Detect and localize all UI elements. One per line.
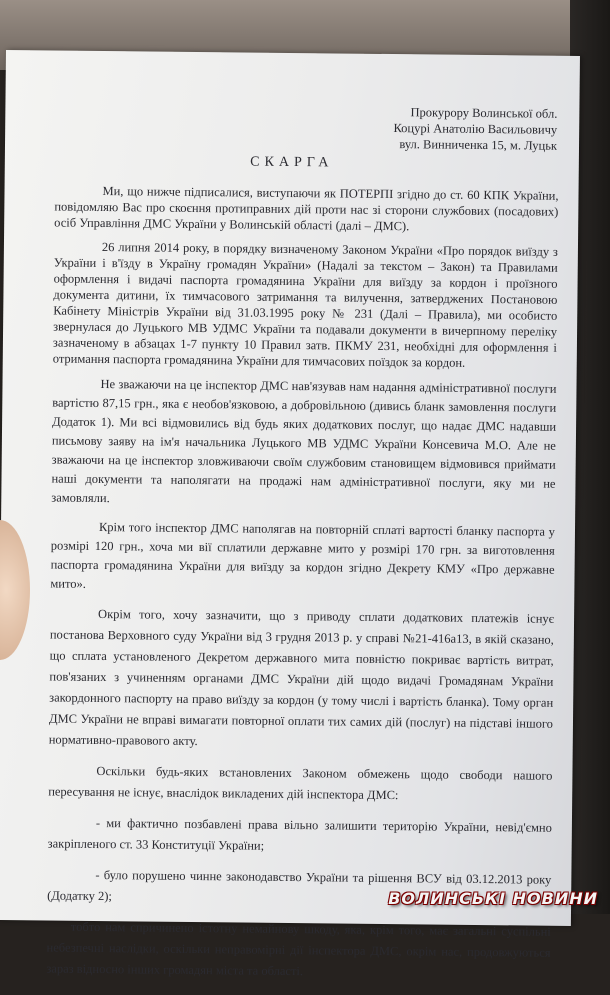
document-page [0,50,580,979]
document-title: СКАРГА [250,154,334,171]
addressee-line: вул. Винниченка 15, м. Луцьк [399,137,558,153]
list-item: - ми фактично позбавлені права вільно залишити територію України, невід'ємно закріпленого ст. 33 Конституції України; [47,815,552,853]
paragraph: 26 липня 2014 року, в порядку визначеному Законом України «Про порядок виїзду з України і в'їзду в Україну громадян України» (Надалі за текстом – Закон) та Правилами оформлення і видачі паспорта громадянина України для виїзду за кордон і проїзного документа дитини, їх тимчасового затримання та вилучення, затверджених Постановою Кабінету Міністрів України від 31.03.1995 року № 231 (Далі – Правила), ми особисто звернулася до Луцького МВ УДМС України та подавали документи в вичерпному переліку зазначеному в абзацах 1-7 пункту 10 Правил затв. ПКМУ 231, необхідні для оформлення і отримання паспорта громадянина України для тимчасових поїздок за кордон. [52,240,558,370]
paragraph: Ми, що нижче підписалися, виступаючи як ПОТЕРПІ згідно до ст. 60 КПК України, повідомляю Вас про скоєння протиправних дій проти нас зі сторони службових (посадових) осіб Управління ДМС України у Волинській області (далі – ДМС). [54,184,559,234]
watermark-logo: ВОЛИНСЬКІ НОВИНИ [388,889,598,908]
addressee-line: Прокурору Волинської обл. [410,105,558,121]
paragraph: Крім того інспектор ДМС наполягав на повторній сплаті вартості бланку паспорта у розмірі 120 грн., хоча ми вії сплатили державне мито у розмірі 170 грн. за виготовлення паспорта громадянина України для виїзду за кордон згідно Декрету КМУ «Про державне мито». [50,520,556,591]
paragraph: Оскільки будь-яких встановлених Законом обмежень щодо свободи нашого пересування не існує, внаслідок викладених дій інспектора ДМС: [48,763,553,803]
paragraph: тобто нам спричинено істотну немайнову шкоду, яка, крім того, має загальні суспільні небезпечні наслідки, оскільки неправомірні дії інспектора ДМС, окрім нас, продовжуються зараз відносно інших громадян міста та області. [46,919,551,979]
addressee-line: Коцурі Анатолію Васильовичу [393,121,558,137]
addressee-block [393,104,557,154]
list-item: - було порушено чинне законодавство України та рішення ВСУ від 03.12.2013 року (Додатку 2); [47,867,552,904]
paragraph: Не зважаючи на це інспектор ДМС нав'язував нам надання адміністративної послуги вартістю 87,15 грн., яка є необов'язковою, а добровільною (дивись бланк замовлення послуги Додаток 1). Ми всі відмовились від будь яких додаткових послуг, що надає ДМС надавши письмову заяву на ім'я начальника Луцького МВ УДМС України Консевича М.О. Але не зважаючи на це інспектор зловживаючи своїм службовим становищем відмовився приймати наші документи та наполягати на продажі нам адміністративної послуги, яку ми не замовляли. [51,377,557,506]
document-body [46,183,558,995]
paragraph: Окрім того, хочу зазначити, що з приводу сплати додаткових платежів існує постанова Верховного суду України від 3 грудня 2013 р. у справі №21-416а13, в якій сказано, що сплата установленого Декретом державного мита повністю покриває вартість витрат, пов'язаних з учиненням органами ДМС України дій щодо видачі Громадянам України закордонного паспорту на право виїзду за кордон (у тому числі і вартість бланка). Тому орган ДМС України не вправі вимагати повторної оплати тих самих дій (послуг) на підставі іншого нормативно-правового акту. [48,606,555,749]
